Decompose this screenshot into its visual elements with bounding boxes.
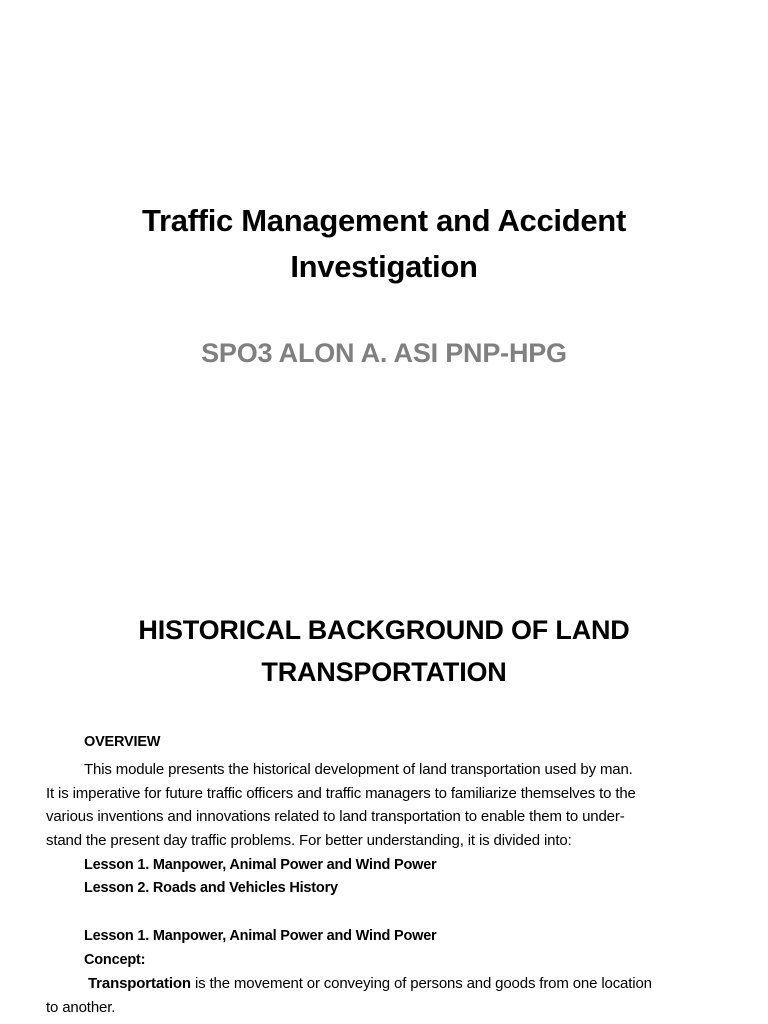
transportation-definition	[88, 972, 652, 996]
transportation-term: Transportation	[88, 975, 191, 992]
overview-line-3: various inventions and innovations related to land transportation to enable them to under-	[46, 808, 625, 825]
overview-line-4: stand the present day traffic problems. For better understanding, it is divided into:	[46, 832, 572, 849]
transportation-definition-text: is the movement or conveying of persons and goods from one location	[190, 975, 652, 992]
lesson-list-item-1: Lesson 1. Manpower, Animal Power and Wind Power	[84, 857, 437, 873]
concept-label: Concept:	[84, 952, 146, 968]
document-title	[0, 198, 768, 290]
overview-line-1: This module presents the historical development of land transportation used by man.	[84, 761, 633, 778]
transportation-definition-cont: to another.	[46, 999, 116, 1016]
section-heading-line-2: TRANSPORTATION	[261, 657, 507, 687]
overview-label: OVERVIEW	[84, 734, 161, 750]
section-heading-line-1: HISTORICAL BACKGROUND OF LAND	[138, 615, 630, 645]
section-heading	[0, 609, 768, 693]
document-title-line-2: Investigation	[290, 249, 478, 284]
lesson-1-heading: Lesson 1. Manpower, Animal Power and Wind Power	[84, 928, 437, 944]
author-line: SPO3 ALON A. ASI PNP-HPG	[201, 338, 567, 368]
document-title-line-1: Traffic Management and Accident	[142, 203, 626, 238]
overview-line-2: It is imperative for future traffic officers and traffic managers to familiarize themselves to the	[46, 785, 636, 802]
lesson-list-item-2: Lesson 2. Roads and Vehicles History	[84, 880, 338, 896]
